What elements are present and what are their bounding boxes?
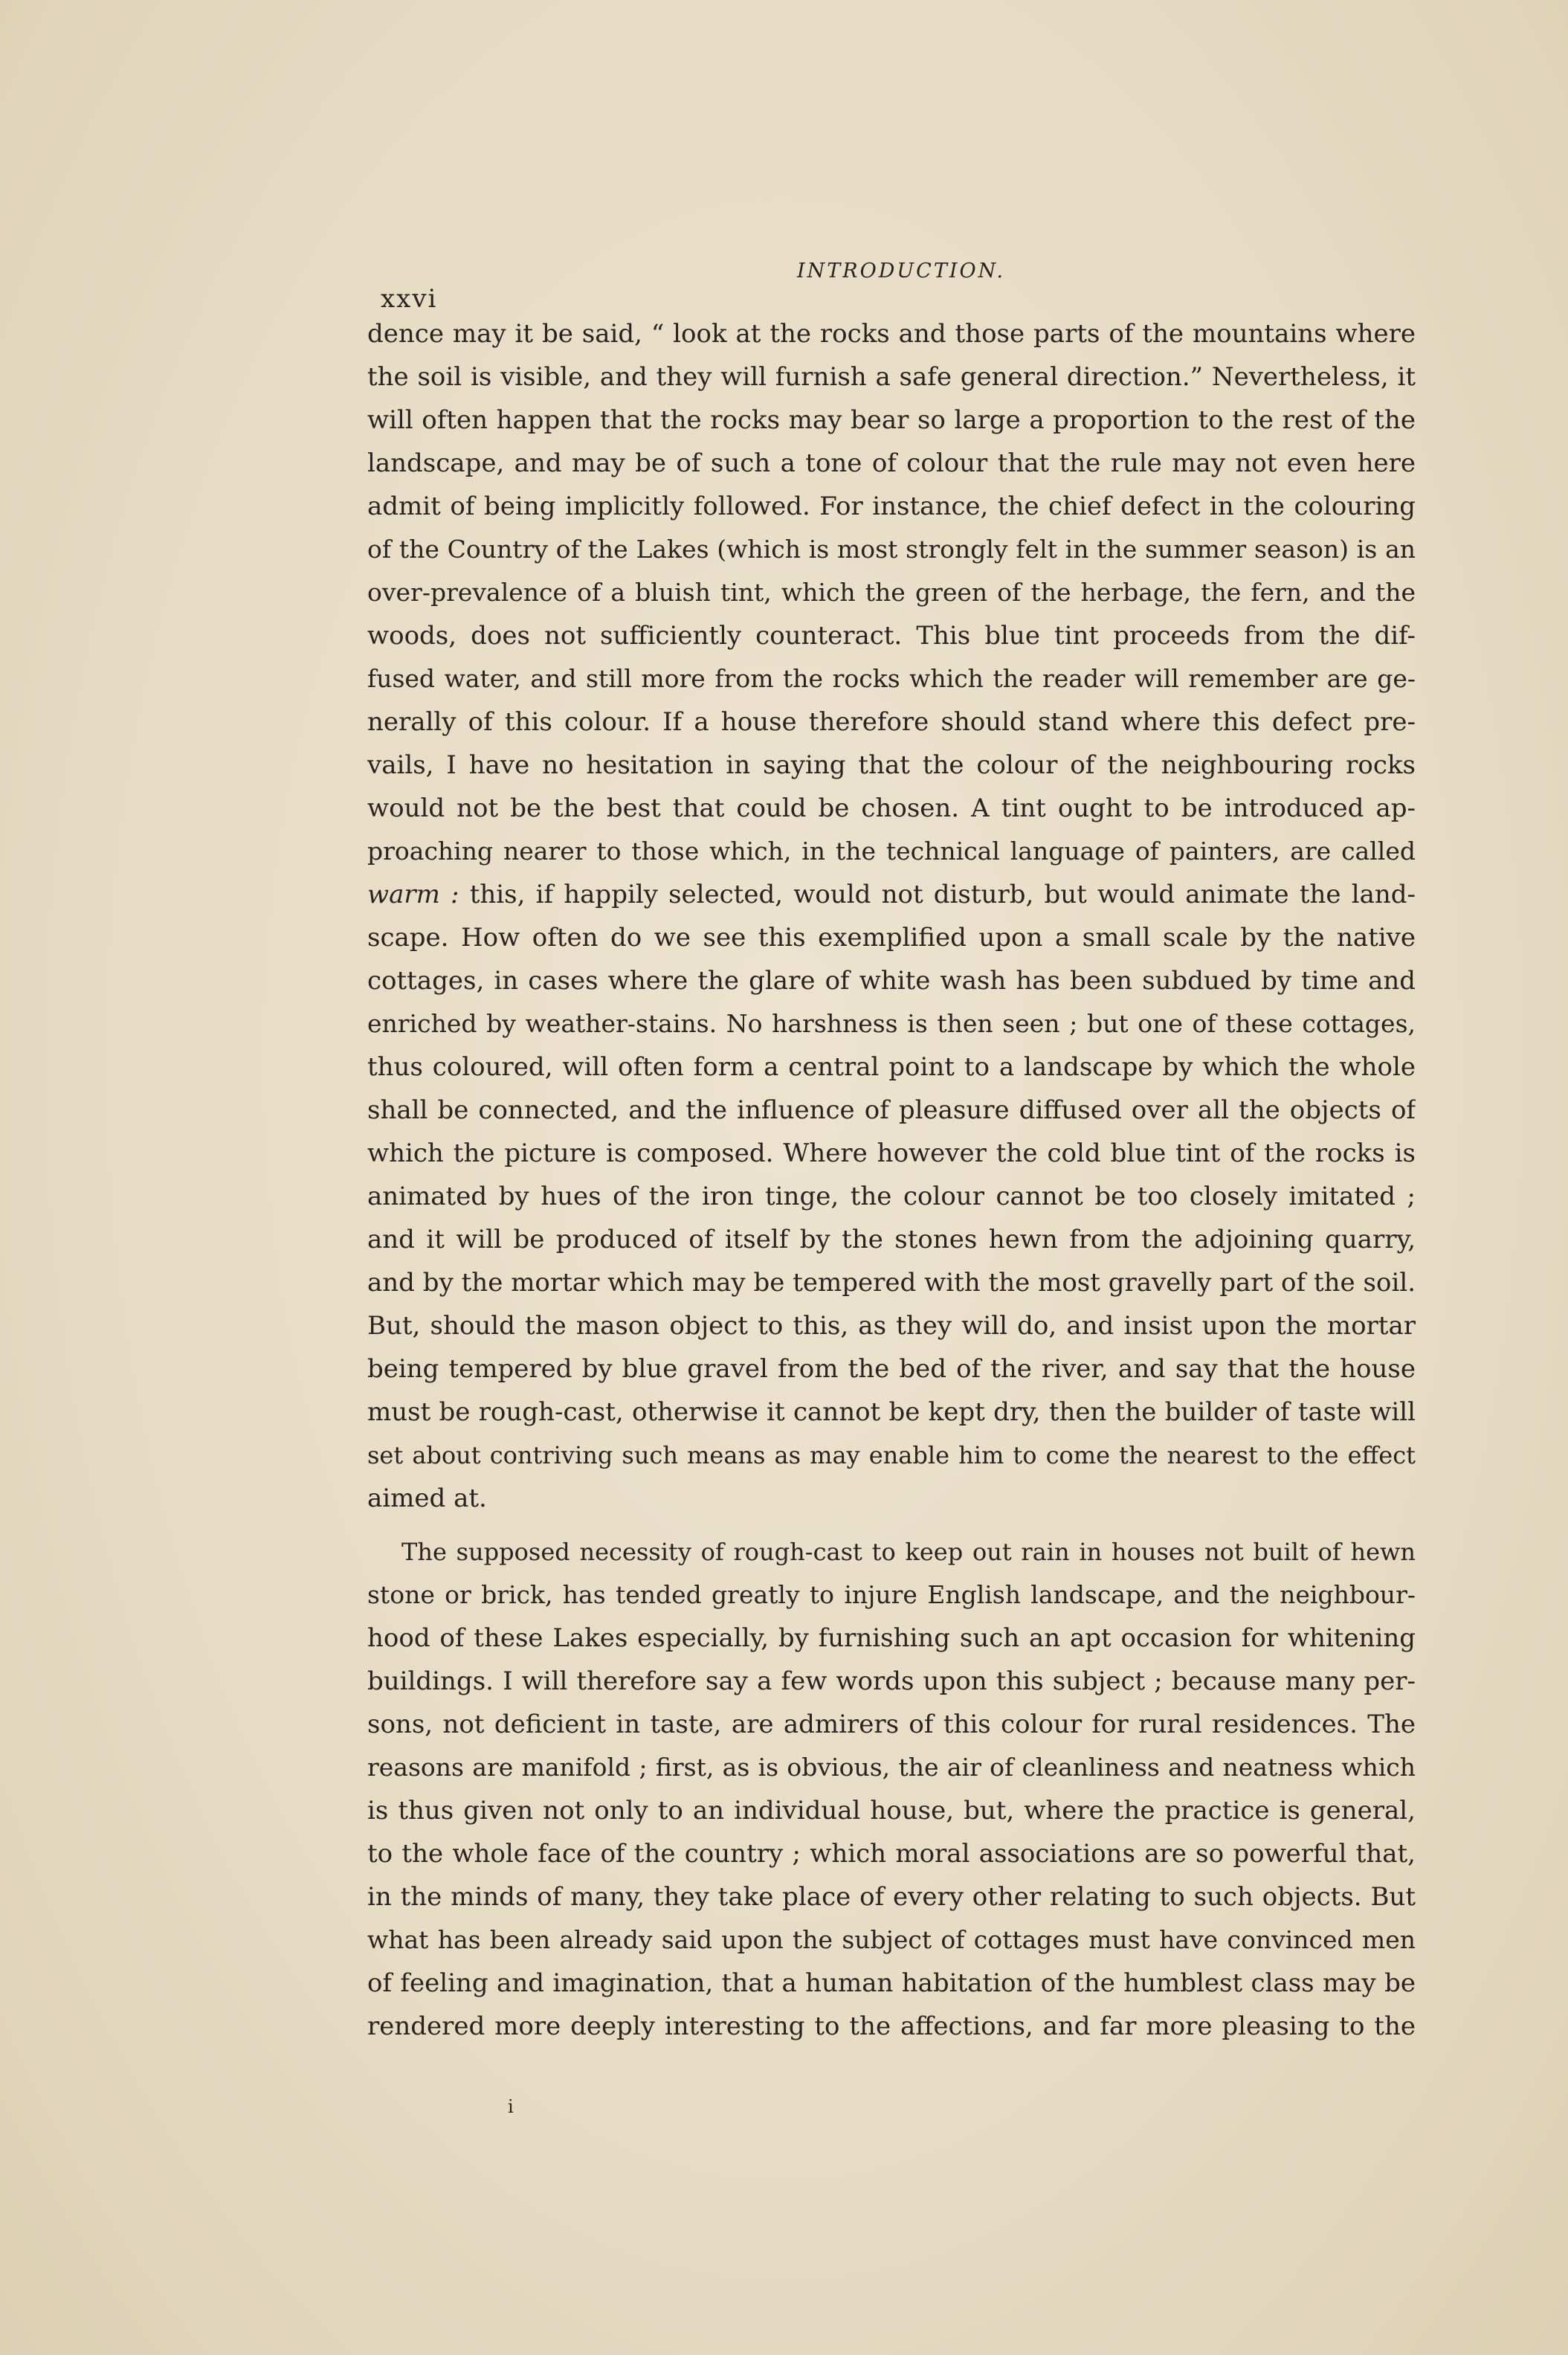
text-line [367,873,1416,916]
text-line: cottages, in cases where the glare of white wash has been subdued by time and [367,966,1416,996]
text-line: and it will be produced of itself by the stones hewn from the adjoining quarry, [367,1225,1416,1254]
text-line: must be rough-cast, otherwise it cannot be kept dry, then the builder of taste will [367,1397,1416,1427]
text-line: rendered more deeply interesting to the affections, and far more pleasing to the [367,2011,1416,2041]
signature-mark: i [508,2096,514,2117]
text-line: admit of being implicitly followed. For instance, the chief defect in the colouring [367,492,1416,521]
text-line: stone or brick, has tended greatly to injure English landscape, and the neighbour- [367,1580,1416,1609]
text-line: over-prevalence of a bluish tint, which the green of the herbage, the fern, and the [367,578,1416,607]
text-line: thus coloured, will often form a central point to a landscape by which the whole [367,1052,1416,1082]
text-line: fused water, and still more from the rocks which the reader will remember are ge- [367,664,1416,693]
page-number: xxvi [381,284,438,314]
text-line: is thus given not only to an individual house, but, where the practice is general, [367,1796,1416,1826]
text-line: the soil is visible, and they will furnish a safe general direction.” Nevertheless, it [367,362,1416,392]
text-line: and by the mortar which may be tempered with the most gravelly part of the soil. [367,1268,1416,1298]
text-line: scape. How often do we see this exemplified upon a small scale by the native [367,923,1416,953]
italic-term: warm : [367,880,459,909]
text-line: reasons are manifold ; first, as is obvious, the air of cleanliness and neatness which [367,1753,1416,1782]
text-line: But, should the mason object to this, as they will do, and insist upon the mortar [367,1311,1416,1341]
text-line: dence may it be said, “ look at the rocks and those parts of the mountains where [367,319,1416,349]
body-text [367,312,1416,2048]
text-line: to the whole face of the country ; which moral associations are so powerful that, [367,1839,1416,1869]
text-line: being tempered by blue gravel from the bed of the river, and say that the house [367,1354,1416,1384]
text-line: aimed at. [367,1483,487,1513]
text-line: what has been already said upon the subject of cottages must have convinced men [367,1925,1416,1954]
text-line: enriched by weather-stains. No harshness is then seen ; but one of these cottages, [367,1009,1416,1038]
text-line: landscape, and may be of such a tone of colour that the rule may not even here [367,448,1416,478]
text-line: will often happen that the rocks may bear so large a proportion to the rest of the [367,405,1416,435]
text-line: hood of these Lakes especially, by furnishing such an apt occasion for whitening [367,1623,1416,1653]
running-head: INTRODUCTION. [797,260,1006,283]
text-line: buildings. I will therefore say a few words upon this subject ; because many per- [367,1666,1416,1696]
text-line: of feeling and imagination, that a human habitation of the humblest class may be [367,1968,1416,1998]
text-line: nerally of this colour. If a house therefore should stand where this defect pre- [367,707,1416,737]
text-line: in the minds of many, they take place of every other relating to such objects. But [367,1882,1416,1912]
text-line: would not be the best that could be chosen. A tint ought to be introduced ap- [367,793,1416,823]
text-line: woods, does not sufficiently counteract. This blue tint proceeds from the dif- [367,621,1416,651]
text-line: vails, I have no hesitation in saying that the colour of the neighbouring rocks [367,750,1416,780]
text-line: proaching nearer to those which, in the technical language of painters, are called [367,837,1416,866]
text-line: set about contriving such means as may enable him to come the nearest to the effect [367,1441,1416,1469]
text-line: animated by hues of the iron tinge, the colour cannot be too closely imitated ; [367,1182,1416,1211]
paragraph-break [367,1520,1416,1530]
text-line: of the Country of the Lakes (which is most strongly felt in the summer season) is an [367,535,1416,564]
text-line: sons, not deficient in taste, are admirers of this colour for rural residences. The [367,1710,1416,1739]
text-line: The supposed necessity of rough-cast to keep out rain in houses not built of hewn [401,1538,1416,1566]
text-line: shall be connected, and the influence of pleasure diffused over all the objects of [367,1095,1416,1125]
text-fragment: this, if happily selected, would not disturb, but would animate the land- [459,880,1416,909]
text-line: which the picture is composed. Where however the cold blue tint of the rocks is [367,1138,1416,1168]
